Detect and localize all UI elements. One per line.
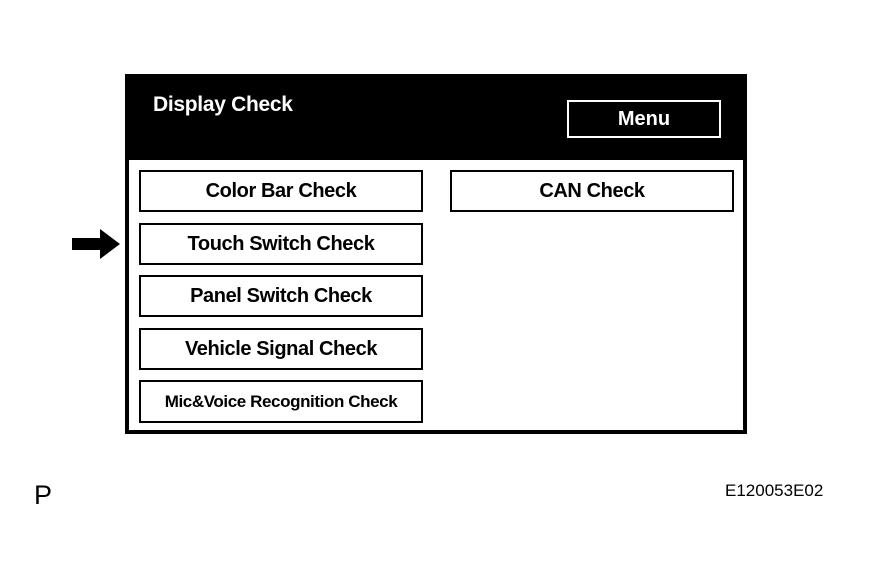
mic-voice-recognition-check-button[interactable]: Mic&Voice Recognition Check — [139, 380, 423, 423]
display-check-screen — [125, 74, 747, 434]
color-bar-check-button[interactable]: Color Bar Check — [139, 170, 423, 212]
check-options-panel — [129, 160, 743, 430]
figure-id: E120053E02 — [725, 481, 824, 500]
panel-switch-check-button[interactable]: Panel Switch Check — [139, 275, 423, 317]
right-arrow-icon — [72, 229, 120, 259]
menu-button[interactable]: Menu — [567, 100, 721, 138]
can-check-button[interactable]: CAN Check — [450, 170, 734, 212]
vehicle-signal-check-button[interactable]: Vehicle Signal Check — [139, 328, 423, 370]
touch-switch-check-button[interactable]: Touch Switch Check — [139, 223, 423, 265]
screen-title: Display Check — [153, 93, 293, 116]
corner-letter: P — [34, 480, 53, 510]
screen-header — [125, 74, 747, 160]
